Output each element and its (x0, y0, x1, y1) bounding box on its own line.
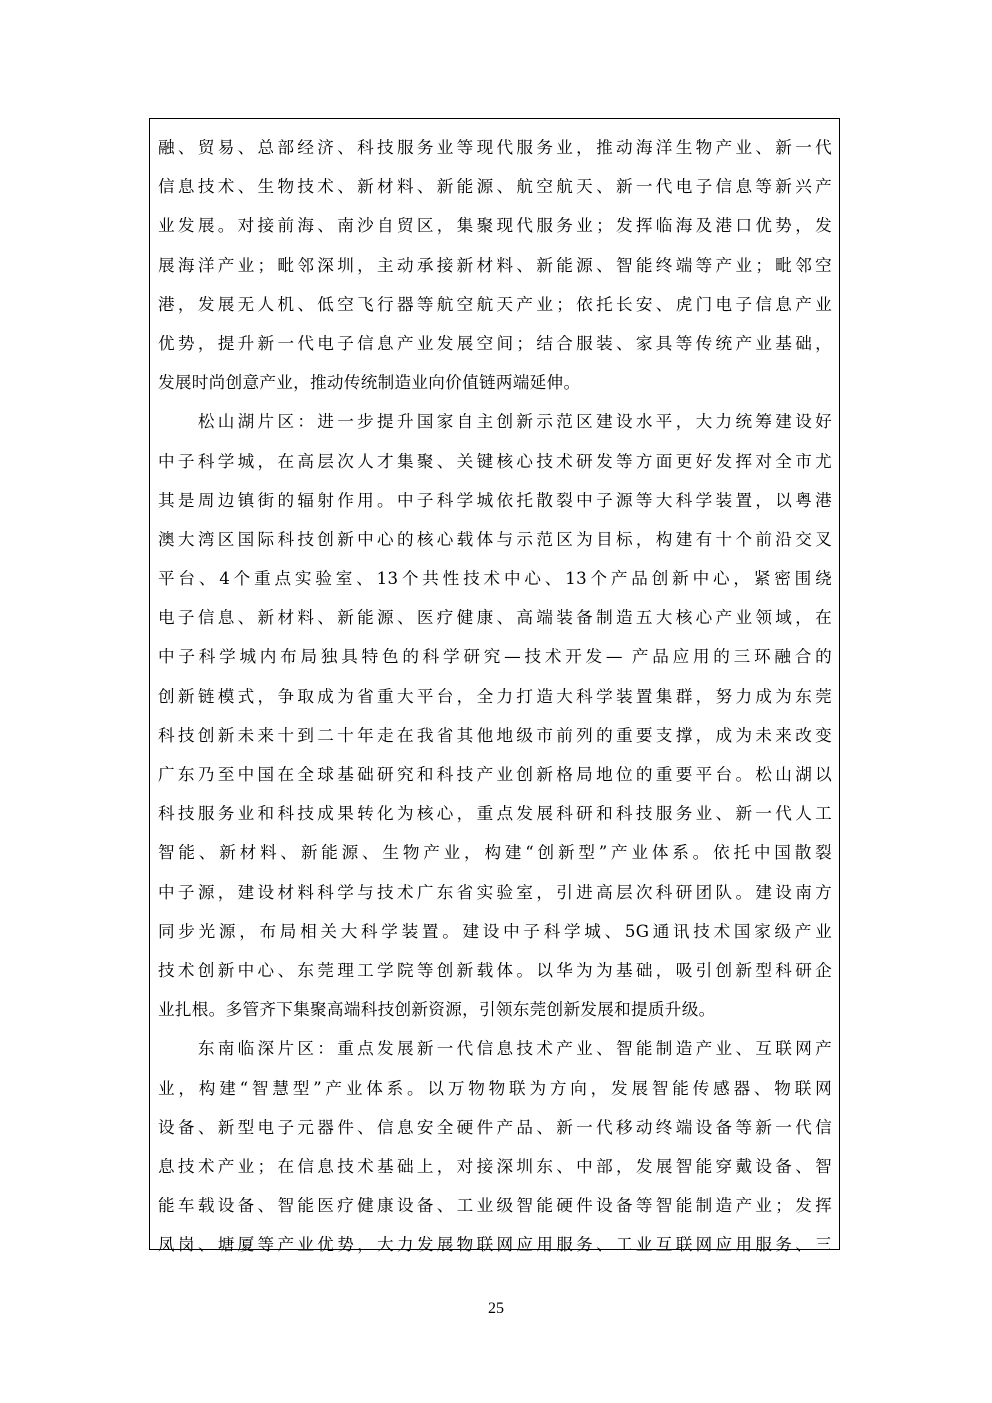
text-line: 东南临深片区：重点发展新一代信息技术产业、智能制造产业、互联网产 (158, 1039, 832, 1059)
text-line: 信息技术、生物技术、新材料、新能源、航空航天、新一代电子信息等新兴产 (158, 177, 832, 197)
text-line: 设备、新型电子元器件、信息安全硬件产品、新一代移动终端设备等新一代信 (158, 1117, 832, 1137)
text-line: 科技服务业和科技成果转化为核心，重点发展科研和科技服务业、新一代人工 (158, 804, 832, 824)
text-line: 澳大湾区国际科技创新中心的核心载体与示范区为目标，构建有十个前沿交叉 (158, 529, 832, 549)
text-line: 业扎根。多管齐下集聚高端科技创新资源，引领东莞创新发展和提质升级。 (158, 1000, 716, 1020)
text-line: 业，构建“智慧型”产业体系。以万物物联为方向，发展智能传感器、物联网 (158, 1078, 832, 1098)
page-number: 25 (488, 1300, 504, 1317)
text-line: 科技创新未来十到二十年走在我省其他地级市前列的重要支撑，成为未来改变 (158, 725, 832, 745)
text-line: 中子源，建设材料科学与技术广东省实验室，引进高层次科研团队。建设南方 (158, 882, 832, 902)
body-text (158, 128, 832, 1264)
text-line: 中子科学城，在高层次人才集聚、关键核心技术研发等方面更好发挥对全市尤 (158, 451, 832, 471)
text-line: 其是周边镇街的辐射作用。中子科学城依托散裂中子源等大科学装置，以粤港 (158, 490, 832, 510)
text-line: 港，发展无人机、低空飞行器等航空航天产业；依托长安、虎门电子信息产业 (158, 294, 832, 314)
text-line: 创新链模式，争取成为省重大平台，全力打造大科学装置集群，努力成为东莞 (158, 686, 832, 706)
text-line: 平台、4个重点实验室、13个共性技术中心、13个产品创新中心，紧密围绕 (158, 569, 832, 589)
text-line: 息技术产业；在信息技术基础上，对接深圳东、中部，发展智能穿戴设备、智 (158, 1156, 832, 1176)
text-line: 广东乃至中国在全球基础研究和科技产业创新格局地位的重要平台。松山湖以 (158, 765, 832, 784)
text-line: 融、贸易、总部经济、科技服务业等现代服务业，推动海洋生物产业、新一代 (158, 138, 832, 157)
text-line: 业发展。对接前海、南沙自贸区，集聚现代服务业；发挥临海及港口优势，发 (158, 216, 832, 236)
text-line: 凤岗、塘厦等产业优势，大力发展物联网应用服务、工业互联网应用服务、三 (158, 1235, 832, 1255)
text-line: 发展时尚创意产业，推动传统制造业向价值链两端延伸。 (158, 373, 581, 393)
text-line: 展海洋产业；毗邻深圳，主动承接新材料、新能源、智能终端等产业；毗邻空 (158, 255, 832, 275)
text-line: 同步光源，布局相关大科学装置。建设中子科学城、5G通讯技术国家级产业 (158, 921, 832, 941)
text-line: 中子科学城内布局独具特色的科学研究—技术开发— 产品应用的三环融合的 (158, 647, 832, 667)
text-line: 电子信息、新材料、新能源、医疗健康、高端装备制造五大核心产业领域，在 (158, 608, 832, 628)
text-line: 技术创新中心、东莞理工学院等创新载体。以华为为基础，吸引创新型科研企 (158, 960, 832, 980)
text-line: 优势，提升新一代电子信息产业发展空间；结合服装、家具等传统产业基础， (158, 333, 832, 353)
text-line: 智能、新材料、新能源、生物产业，构建“创新型”产业体系。依托中国散裂 (158, 843, 832, 863)
text-line: 能车载设备、智能医疗健康设备、工业级智能硬件设备等智能制造产业；发挥 (158, 1196, 832, 1216)
text-line: 松山湖片区：进一步提升国家自主创新示范区建设水平，大力统筹建设好 (158, 412, 832, 432)
